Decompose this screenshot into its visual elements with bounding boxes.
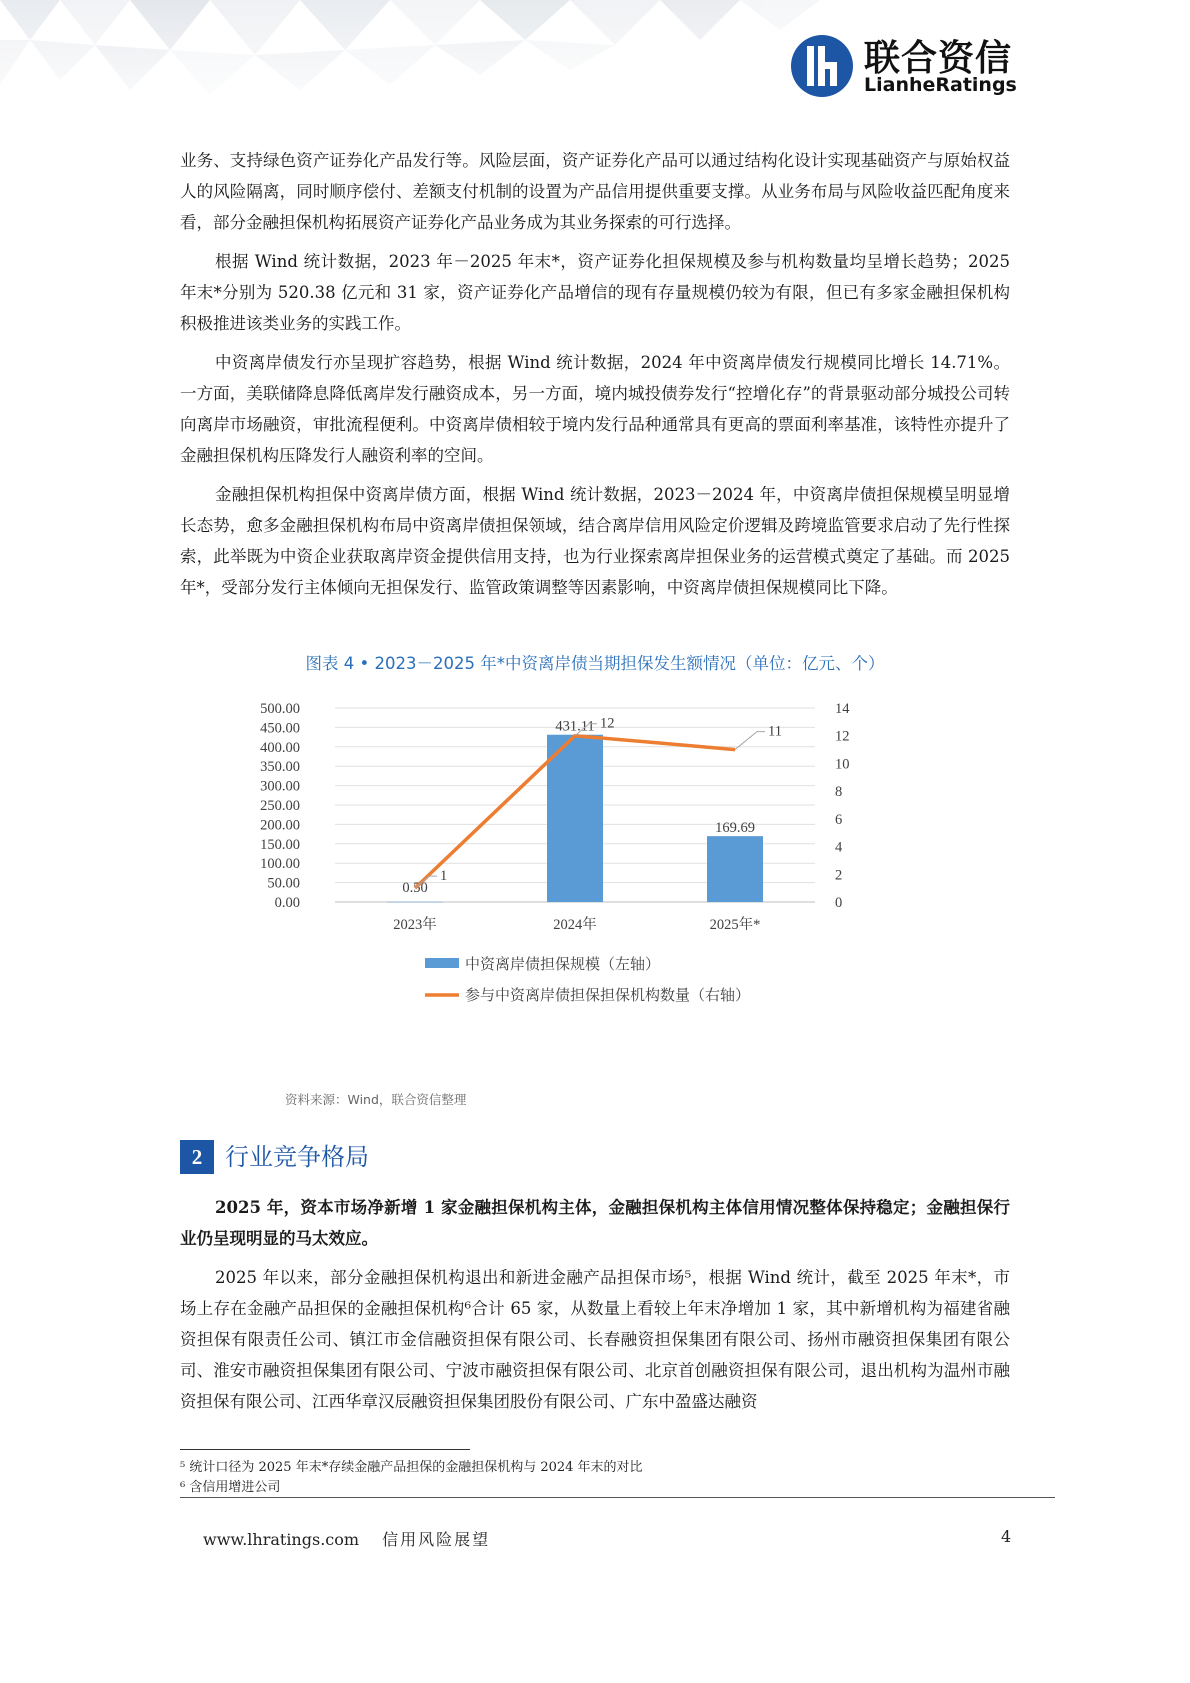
right-tick-label: 2 [835, 867, 843, 884]
footer-rule [180, 1497, 1055, 1498]
left-tick-label: 0.00 [274, 895, 300, 911]
paragraph-4: 金融担保机构担保中资离岸债方面，根据 Wind 统计数据，2023－2024 年，中资离岸债担保规模呈明显增长态势，愈多金融担保机构布局中资离岸债担保领域，结合离岸信用风险定价逻辑及跨境监管要求启动了先行性探索，此举既为中资企业获取离岸资金提供信用支持，也为行业探索离岸担保业务的运营模式奠定了基础。而 2025 年*，受部分发行主体倾向无担保发行、监管政策调整等因素影响，中资离岸债担保规模同比下降。 [180, 485, 1010, 597]
left-tick-label: 150.00 [260, 836, 300, 853]
line-data-label: 11 [768, 723, 782, 740]
legend-label-bar: 中资离岸债担保规模（左轴） [465, 955, 661, 973]
brand-name-cn: 联合资信 [864, 38, 1013, 79]
left-tick-label: 300.00 [260, 778, 300, 795]
left-tick-label: 200.00 [260, 817, 300, 834]
brand-logo [790, 28, 1020, 100]
category-label: 2024年 [553, 917, 597, 933]
paragraph-2: 根据 Wind 统计数据，2023 年－2025 年末*，资产证券化担保规模及参与机构数量均呈增长趋势；2025 年末*分别为 520.38 亿元和 31 家，资产证券化产品增信的现有存量规模仍较为有限，但已有多家金融担保机构积极推进该类业务的实践工作。 [180, 252, 1010, 333]
paragraph-5: 2025 年以来，部分金融担保机构退出和新进金融产品担保市场⁵，根据 Wind 统计，截至 2025 年末*，市场上存在金融产品担保的金融担保机构⁶合计 65 家，从数量上看较上年末净增加 1 家，其中新增机构为福建省融资担保有限责任公司、镇江市金信融资担保有限公司、长春融资担保集团有限公司、扬州市融资担保集团有限公司、淮安市融资担保集团有限公司、宁波市融资担保有限公司、北京首创融资担保有限公司，退出机构为温州市融资担保有限公司、江西华章汉辰融资担保集团股份有限公司、广东中盈盛达融资 [180, 1268, 1010, 1411]
left-tick-label: 50.00 [267, 875, 300, 892]
right-tick-label: 12 [835, 728, 850, 745]
lianhe-logo-icon [790, 34, 854, 98]
page-footer [203, 1527, 490, 1550]
right-tick-label: 14 [835, 701, 850, 717]
figure-source: 资料来源：Wind，联合资信整理 [285, 1092, 467, 1107]
left-tick-label: 100.00 [260, 856, 300, 873]
footer-website[interactable]: www.lhratings.com [203, 1530, 360, 1549]
left-tick-label: 250.00 [260, 798, 300, 814]
left-tick-label: 400.00 [260, 739, 300, 756]
section-heading [180, 1140, 580, 1174]
footnote-5: ⁵ 统计口径为 2025 年末*存续金融产品担保的金融担保机构与 2024 年末的对比 [180, 1460, 643, 1475]
section-number: 2 [180, 1140, 214, 1174]
combo-chart [255, 690, 955, 1080]
category-label: 2023年 [393, 917, 437, 933]
line-data-label: 12 [600, 715, 615, 732]
bar [387, 902, 443, 903]
legend-label-line: 参与中资离岸债担保担保机构数量（右轴） [465, 986, 751, 1004]
line-data-label: 1 [440, 868, 448, 885]
bar [547, 735, 603, 902]
footer-publication: 信用风险展望 [382, 1530, 491, 1549]
figure-title: 图表 4 • 2023－2025 年*中资离岸债当期担保发生额情况（单位：亿元、个） [305, 654, 885, 673]
category-labels [393, 915, 760, 933]
body-text-bottom [180, 1192, 1010, 1425]
right-axis-ticks [835, 701, 850, 911]
category-label: 2025年* [709, 917, 761, 933]
right-tick-label: 0 [835, 895, 843, 911]
left-tick-label: 350.00 [260, 759, 300, 776]
footnote-rule [180, 1449, 470, 1450]
paragraph-3: 中资离岸债发行亦呈现扩容趋势，根据 Wind 统计数据，2024 年中资离岸债发行规模同比增长 14.71%。一方面，美联储降息降低离岸发行融资成本，另一方面，境内城投债券发行“控增化存”的背景驱动部分城投公司转向离岸市场融资，审批流程便利。中资离岸债相较于境内发行品种通常具有更高的票面利率基准，该特性亦提升了金融担保机构压降发行人融资利率的空间。 [180, 353, 1010, 465]
left-tick-label: 450.00 [260, 720, 300, 737]
right-tick-label: 6 [835, 811, 843, 828]
page-number: 4 [1001, 1527, 1012, 1546]
right-tick-label: 10 [835, 756, 850, 773]
footnote-6: ⁶ 含信用增进公司 [180, 1480, 281, 1495]
legend-swatch-bar [425, 958, 459, 968]
bar-data-label: 431.11 [555, 718, 595, 735]
bar [707, 836, 763, 902]
chart-legend [425, 955, 750, 1004]
footnotes [180, 1458, 1010, 1498]
bar-data-label: 169.69 [715, 820, 755, 837]
brand-name-en: LianheRatings [864, 74, 1017, 96]
body-text-top [180, 145, 1010, 611]
section-title: 行业竞争格局 [225, 1143, 369, 1171]
bar-data-label: 0.50 [402, 879, 428, 896]
left-tick-label: 500.00 [260, 701, 300, 717]
left-axis-ticks [260, 701, 300, 911]
right-tick-label: 4 [835, 839, 843, 856]
right-tick-label: 8 [835, 784, 843, 801]
lead-summary: 2025 年，资本市场净新增 1 家金融担保机构主体，金融担保机构主体信用情况整体保持稳定；金融担保行业仍呈现明显的马太效应。 [180, 1198, 1010, 1248]
paragraph-1: 业务、支持绿色资产证券化产品发行等。风险层面，资产证券化产品可以通过结构化设计实现基础资产与原始权益人的风险隔离，同时顺序偿付、差额支付机制的设置为产品信用提供重要支撑。从业务布局与风险收益匹配角度来看，部分金融担保机构拓展资产证券化产品业务成为其业务探索的可行选择。 [180, 151, 1010, 232]
